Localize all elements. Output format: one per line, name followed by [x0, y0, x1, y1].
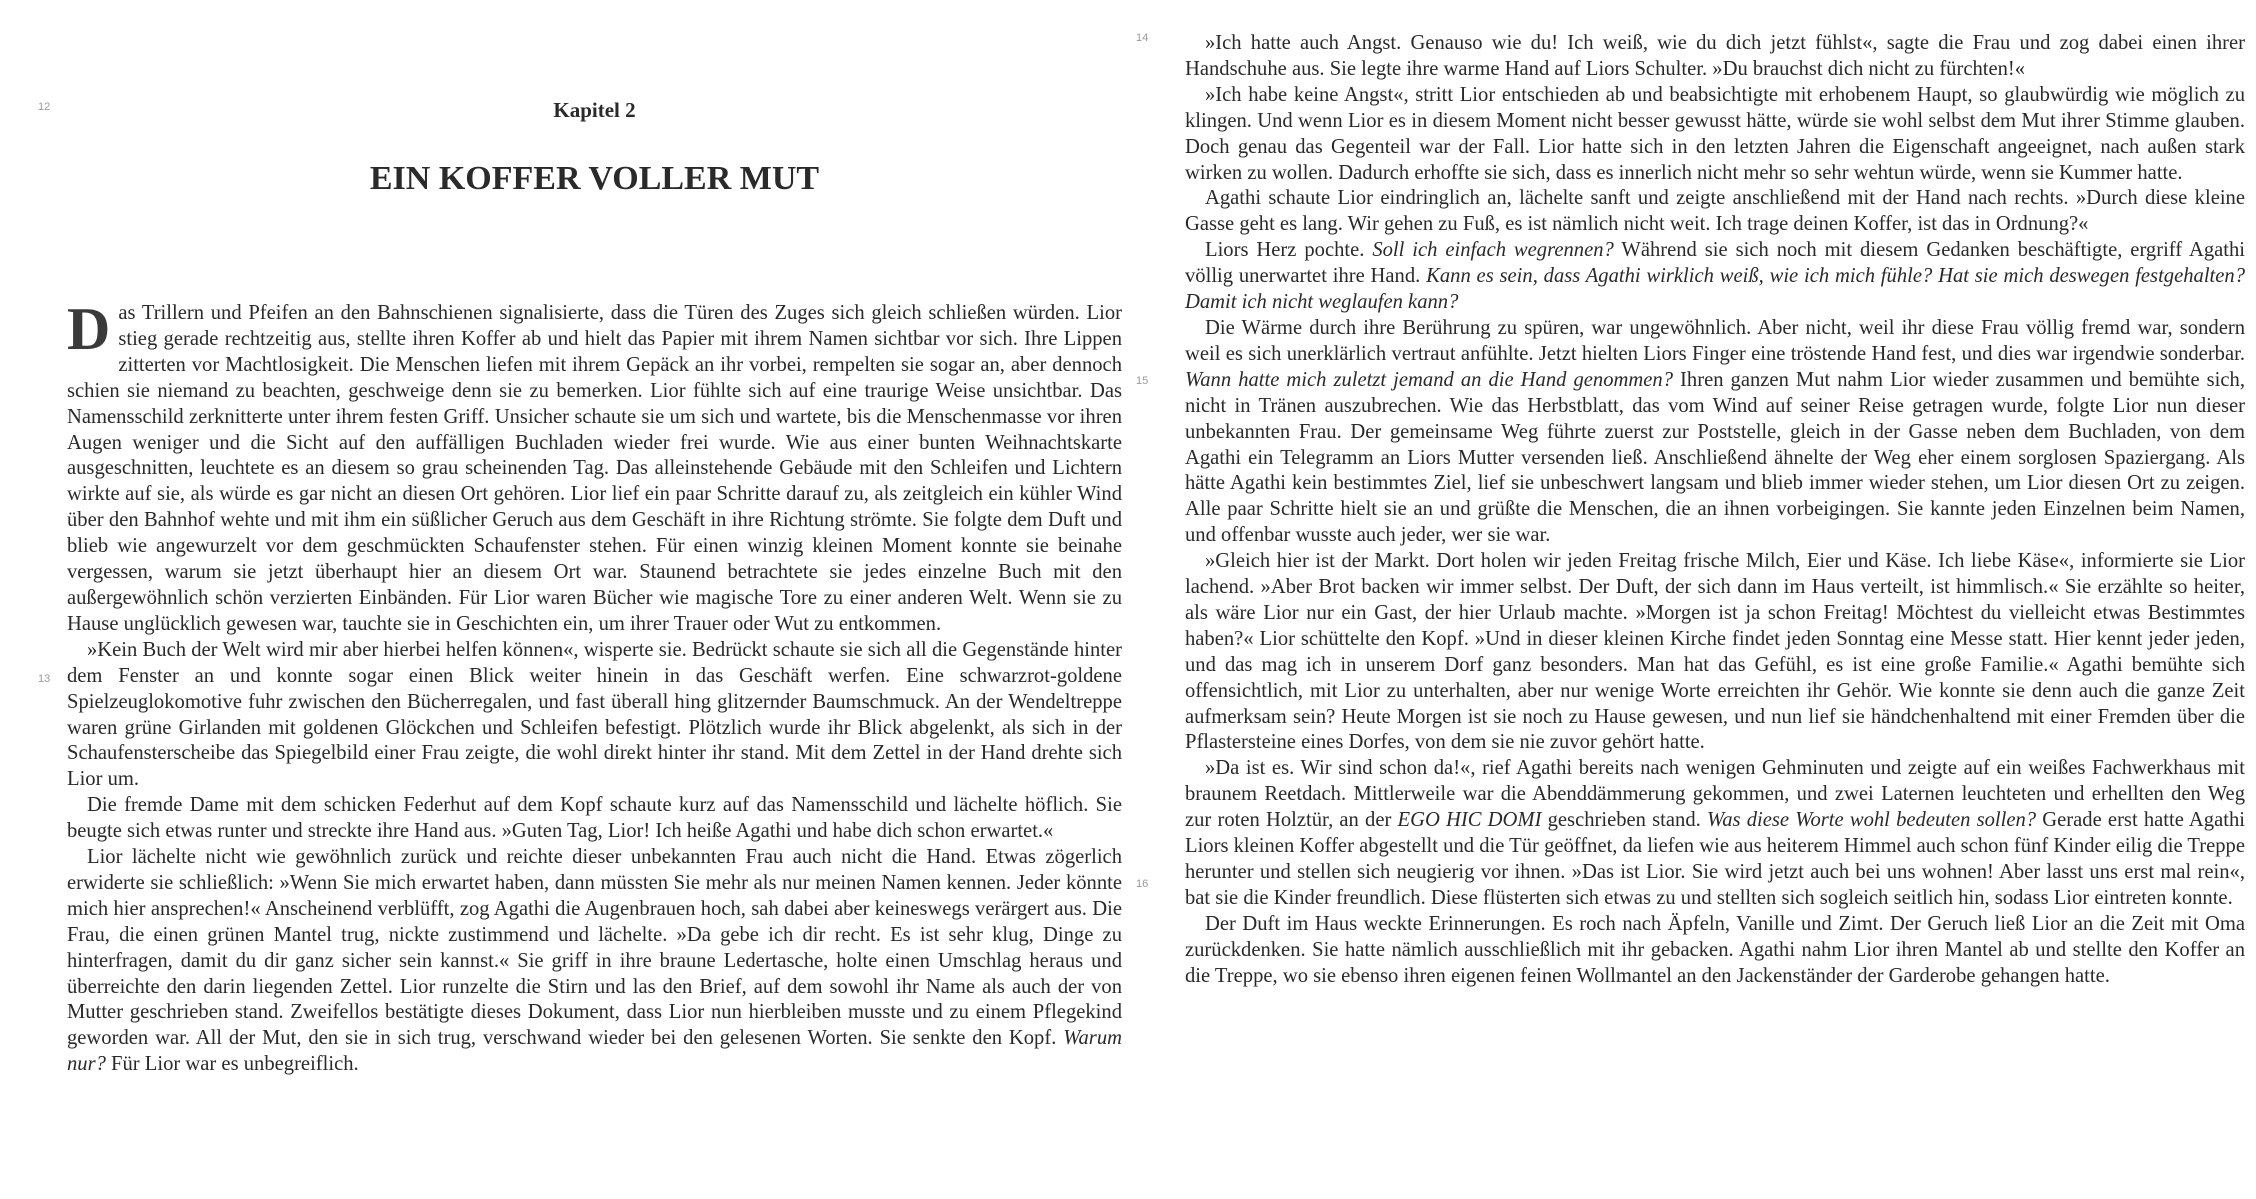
- paragraph: »Da ist es. Wir sind schon da!«, rief Agathi bereits nach wenigen Gehminuten und zeigte auf ein weißes Fachwerkhaus mit braunem Reetdach. Mittlerweile war die Abenddämmerung gekommen, und zwei Laternen leuchteten und erhellten den Weg zur roten Holztür, an der EGO HIC DOMI geschrieben stand. Was diese Worte wohl bedeuten sollen? Gerade erst hatte Agathi Liors kleinen Koffer abgestellt und die Tür geöffnet, da liefen wie aus heiterem Himmel auch schon fünf Kinder eilig die Treppe herunter und stellen sich neugierig vor ihnen. »Das ist Lior. Sie wird jetzt auch bei uns wohnen! Aber lasst uns erst mal rein«, bat sie die Kinder freundlich. Diese flüsterten sich etwas zu und stellten sich sogleich seitlich hin, sodass Lior eintreten konnte.: [1185, 757, 2245, 909]
- paragraph: Die Wärme durch ihre Berührung zu spüren, war ungewöhnlich. Aber nicht, weil ihr diese Frau völlig fremd war, sondern weil es sich unerklärlich vertraut anfühlte. Jetzt hielten Liors Finger eine tröstende Hand fest, und dies war irgendwie sonderbar. Wann hatte mich zuletzt jemand an die Hand genommen? Ihren ganzen Mut nahm Lior wieder zusammen und bemühte sich, nicht in Tränen auszubrechen. Wie das Herbstblatt, das vom Wind auf seiner Reise getragen wurde, folgte Lior nun dieser unbekannten Frau. Der gemeinsame Weg führte zuerst zur Poststelle, gleich in der Gasse neben dem Buchladen, von dem Agathi ein Telegramm an Liors Mutter versenden ließ. Anschließend ähnelte der Weg eher einem sorglosen Spaziergang. Als hätte Agathi kein bestimmtes Ziel, lief sie unbeschwert langsam und blieb immer wieder stehen, um Lior diesen Ort zu zeigen. Alle paar Schritte hielt sie an und grüßte die Menschen, die an ihnen vorbeigingen. Sie kannte jeden Einzelnen beim Namen, und offenbar wusste auch jeder, wer sie war.: [1185, 316, 2245, 547]
- paragraph: Der Duft im Haus weckte Erinnerungen. Es roch nach Äpfeln, Vanille und Zimt. Der Geruch ließ Lior an die Zeit mit Oma zurückdenken. Sie hatte nämlich ausschließlich mit ihr gebacken. Agathi nahm Lior ihren Mantel ab und stellte den Koffer an die Treppe, wo sie ebenso ihren eigenen feinen Wollmantel an den Jackenständer der Garderobe gehangen hatte.: [1185, 912, 2245, 987]
- line-number: 16: [1136, 878, 1149, 890]
- line-number: 15: [1136, 375, 1149, 387]
- left-body-text: [67, 296, 1122, 1078]
- line-number: 14: [1136, 32, 1149, 44]
- line-number: 13: [38, 673, 51, 685]
- paragraph: [67, 296, 1122, 638]
- paragraph-text: as Trillern und Pfeifen an den Bahnschienen signalisierte, dass die Türen des Zuges sich gleich schließen würden. Lior stieg gerade rechtzeitig aus, stellte ihren Koffer ab und hielt das Papier mit ihrem Namen sichtbar vor sich. Ihre Lippen zitterten vor Machtlosigkeit. Die Menschen liefen mit ihrem Gepäck an ihr vorbei, rempelten sie sogar an, aber dennoch schien sie niemand zu beachten, geschweige denn sie zu bemerken. Lior fühlte sich auf eine traurige Weise unsichtbar. Das Namensschild zerknitterte unter ihrem festen Griff. Unsicher schaute sie um sich und wartete, bis die Menschenmasse vor ihren Augen weniger und die Sicht auf den auffälligen Buchladen wieder frei wurde. Wie aus einer bunten Weihnachtskarte ausgeschnitten, leuchtete es an diesem so grau scheinenden Tag. Das alleinstehende Gebäude mit den Schleifen und Lichtern wirkte auf sie, als würde es gar nicht an diesen Ort gehören. Lior lief ein paar Schritte darauf zu, als zeitgleich ein kühler Wind über den Bahnhof wehte und mit ihm ein süßlicher Geruch aus dem Geschäft in ihre Richtung strömte. Sie folgte dem Duft und blieb wie angewurzelt vor dem geschmückten Schaufenster stehen. Für einen winzig kleinen Moment konnte sie beinahe vergessen, warum sie jetzt überhaupt hier an diesem Ort war. Staunend betrachtete sie jedes einzelne Buch mit den außergewöhnlich schön verzierten Einbänden. Für Lior waren Bücher wie magische Tore zu einer anderen Welt. Wenn sie zu Hause unglücklich gewesen war, tauchte sie in Geschichten ein, um ihrer Trauer oder Wut zu entkommen.: [67, 302, 1122, 635]
- paragraph: »Gleich hier ist der Markt. Dort holen wir jeden Freitag frische Milch, Eier und Käse. Ich liebe Käse«, informierte sie Lior lachend. »Aber Brot backen wir immer selbst. Der Duft, der sich dann im Haus verteilt, ist himmlisch.« Sie erzählte so heiter, als wäre Lior nur ein Gast, der hier Urlaub machte. »Morgen ist ja schon Freitag! Möchtest du vielleicht etwas Bestimmtes haben?« Lior schüttelte den Kopf. »Und in dieser kleinen Kirche findet jeden Sonntag eine Messe statt. Hier kennt jeder jeden, und das mag ich in unserem Dorf ganz besonders. Man hat das Gefühl, es ist eine große Familie.« Agathi bemühte sich offensichtlich, mit Lior zu unterhalten, aber nur wenige Worte erreichten ihr Gehör. Wie konnte sie denn auch die ganze Zeit aufmerksam sein? Heute Morgen ist sie noch zu Hause gewesen, und nun lief sie händchenhaltend mit einer Fremden über die Pflastersteine eines Dorfes, von dem sie nie zuvor gehört hatte.: [1185, 550, 2245, 754]
- drop-cap: D: [67, 296, 111, 362]
- paragraph: Liors Herz pochte. Soll ich einfach wegrennen? Während sie sich noch mit diesem Gedanken beschäftigte, ergriff Agathi völlig unerwartet ihre Hand. Kann es sein, dass Agathi wirklich weiß, wie ich mich fühle? Hat sie mich deswegen festgehalten? Damit ich nicht weglaufen kann?: [1185, 239, 2246, 314]
- line-number: 12: [38, 101, 51, 113]
- chapter-label: Kapitel 2: [553, 98, 636, 122]
- paragraph: »Kein Buch der Welt wird mir aber hierbei helfen können«, wisperte sie. Bedrückt schaute sie sich all die Gegenstände hinter dem Fenster an und konnte sogar einen Blick weiter hinein in das Geschäft werfen. Eine schwarzrot-goldene Spielzeuglokomotive fuhr zwischen den Bücherregalen, und fast überall hing glitzernder Baumschmuck. An der Wendeltreppe waren grüne Girlanden mit goldenen Glöckchen und Schleifen befestigt. Plötzlich wurde ihr Blick abgelenkt, als sich in der Schaufensterscheibe das Spiegelbild einer Frau zeigte, die wohl direkt hinter ihr stand. Mit dem Zettel in der Hand drehte sich Lior um.: [67, 638, 1122, 791]
- right-body-text: [1185, 31, 2245, 990]
- paragraph: Die fremde Dame mit dem schicken Federhut auf dem Kopf schaute kurz auf das Namensschild und lächelte höflich. Sie beugte sich etwas runter und streckte ihre Hand aus. »Guten Tag, Lior! Ich heiße Agathi und habe dich schon erwartet.«: [67, 794, 1122, 843]
- paragraph: »Ich hatte auch Angst. Genauso wie du! Ich weiß, wie du dich jetzt fühlst«, sagte die Frau und zog dabei einen ihrer Handschuhe aus. Sie legte ihre warme Hand auf Liors Schulter. »Du brauchst dich nicht zu fürchten!«: [1185, 32, 2245, 80]
- right-page: [1128, 0, 2256, 1199]
- paragraph: Agathi schaute Lior eindringlich an, lächelte sanft und zeigte anschließend mit der Hand nach rechts. »Durch diese kleine Gasse geht es lang. Wir gehen zu Fuß, es ist nämlich nicht weit. Ich trage deinen Koffer, ist das in Ordnung?«: [1185, 187, 2245, 236]
- chapter-title: EIN KOFFER VOLLER MUT: [369, 160, 820, 197]
- paragraph: »Ich habe keine Angst«, stritt Lior entschieden ab und beabsichtigte mit erhobenem Haupt, so glaubwürdig wie möglich zu klingen. Und wenn Lior es in diesem Moment nicht besser gewusst hätte, würde sie wohl selbst dem Mut ihrer Stimme glauben. Doch genau das Gegenteil war der Fall. Lior hatte sich in den letzten Jahren die Eigenschaft angeeignet, nach außen stark wirken zu wollen. Dadurch erhoffte sie sich, dass es innerlich nicht mehr so sehr wehtun würde, wenn sie Kummer hatte.: [1185, 83, 2245, 184]
- paragraph: Lior lächelte nicht wie gewöhnlich zurück und reichte dieser unbekannten Frau auch nicht die Hand. Etwas zögerlich erwiderte sie schließlich: »Wenn Sie mich erwartet haben, dann müssten Sie mehr als nur meinen Namen kennen. Jeder könnte mich hier ansprechen!« Anscheinend verblüfft, zog Agathi die Augenbrauen hoch, sah dabei aber keineswegs verärgert aus. Die Frau, die einen grünen Mantel trug, nickte zustimmend und lächelte. »Da gebe ich dir recht. Es ist sehr klug, Dinge zu hinterfragen, damit du dir ganz sicher sein kannst.« Sie griff in ihre braune Ledertasche, holte einen Umschlag heraus und überreichte den darin liegenden Zettel. Lior runzelte die Stirn und las den Brief, auf dem sowohl ihr Name als auch der von Mutter geschrieben stand. Zweifellos bestätigte dieses Dokument, dass Lior nun hierbleiben musste und zu einem Pflegekind geworden war. All der Mut, den sie in sich trug, verschwand wieder bei den gelesenen Worten. Sie senkte den Kopf. Warum nur? Für Lior war es unbegreiflich.: [67, 846, 1122, 1076]
